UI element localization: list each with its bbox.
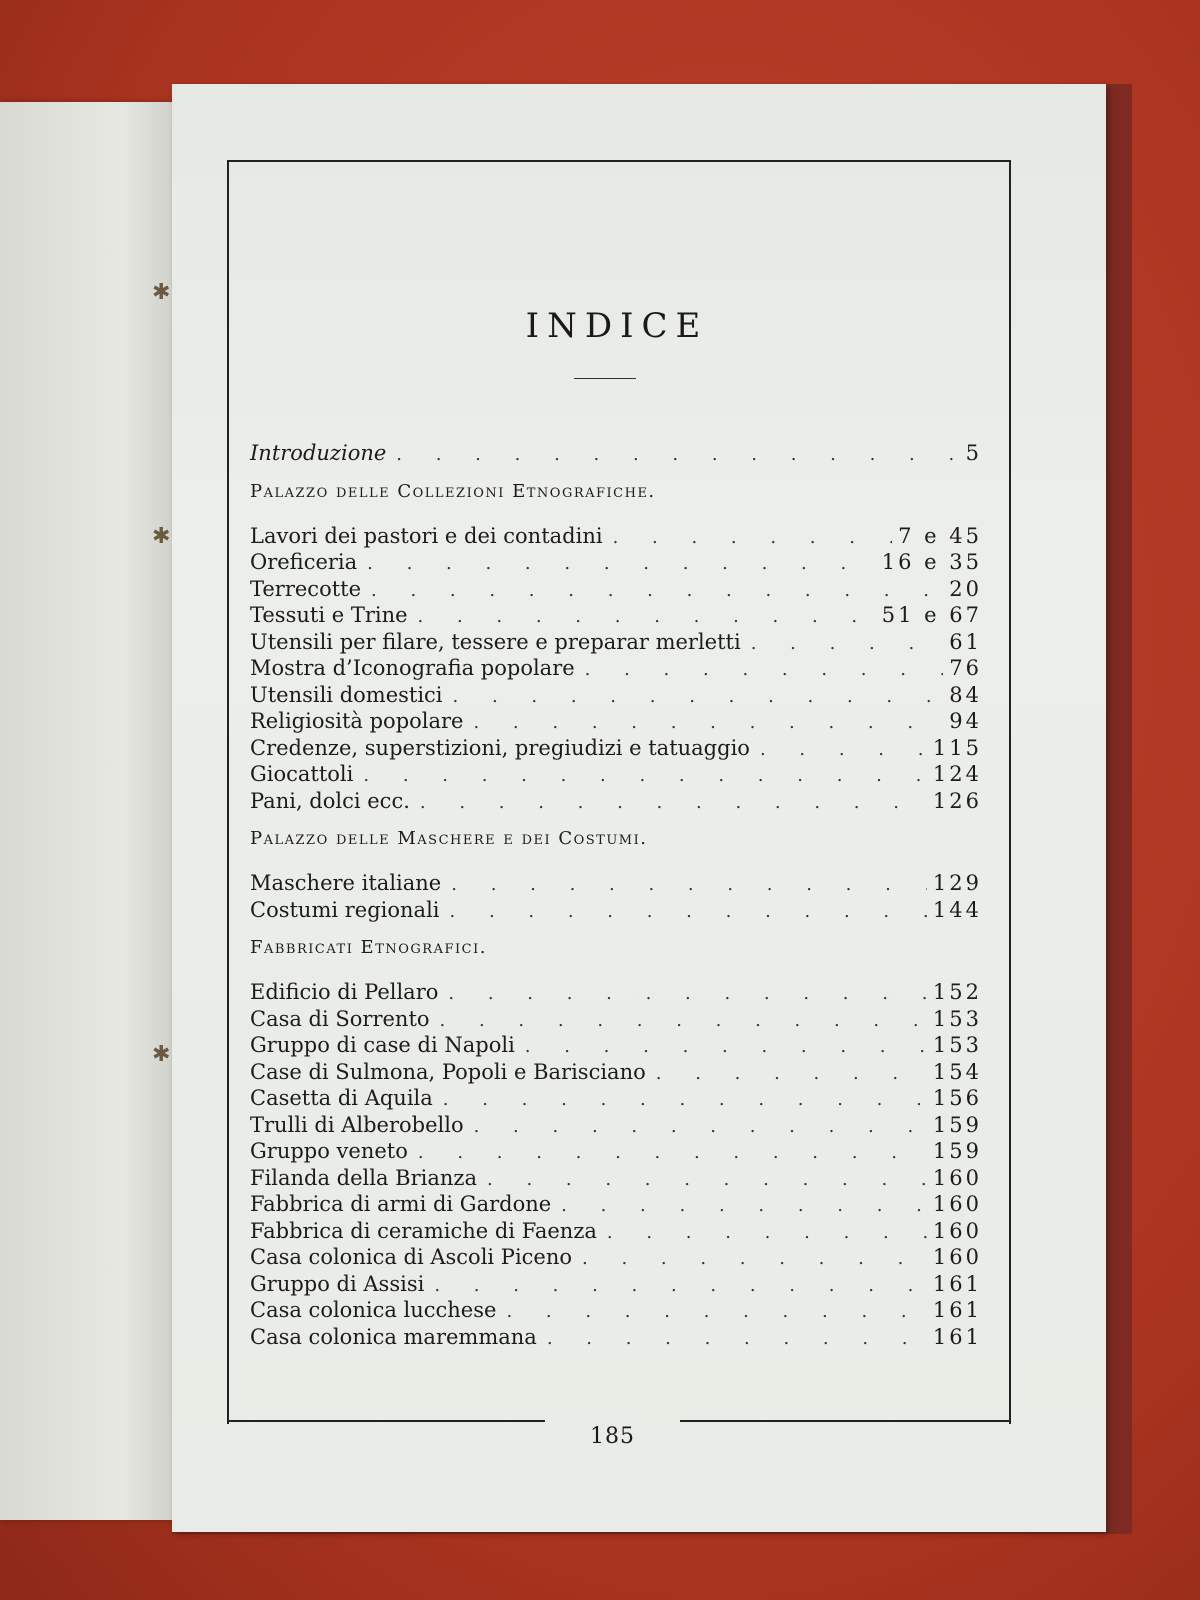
toc-entry-label: Giocattoli: [250, 762, 354, 786]
toc-entry-pages: 161: [932, 1271, 982, 1296]
toc-entry: [250, 1244, 982, 1271]
toc-entry: [250, 1191, 982, 1218]
toc-entry: [250, 1085, 982, 1112]
frame-bottom-rule: [680, 1420, 1009, 1422]
leader-dots: [750, 737, 927, 763]
leader-dots: [438, 981, 927, 1007]
leader-dots: [410, 790, 927, 816]
toc-entry-label: Edificio di Pellaro: [250, 980, 439, 1004]
toc-entry-label: Casa colonica maremmana: [250, 1324, 537, 1349]
leader-dots: [443, 684, 944, 710]
binding-stitch: ✱: [152, 1042, 171, 1067]
toc-entry-label: Religiosità popolare: [250, 709, 464, 733]
left-page: [0, 102, 172, 1520]
leader-dots: [424, 1273, 927, 1299]
toc-entry-label: Gruppo veneto: [250, 1139, 408, 1163]
toc-entry: [250, 979, 982, 1006]
toc-entry-pages: 161: [932, 1324, 982, 1349]
page-title: INDICE: [525, 306, 709, 346]
toc-entry-pages: 152: [932, 980, 982, 1004]
leader-dots: [357, 551, 876, 577]
toc-entry: [250, 735, 982, 762]
leader-dots: [464, 1114, 927, 1140]
leader-dots: [477, 1167, 927, 1193]
leader-dots: [646, 1061, 927, 1087]
toc-entry-label: Maschere italiane: [250, 871, 442, 895]
toc-entry-pages: 144: [932, 897, 982, 922]
toc-entry: [250, 1059, 982, 1086]
leader-dots: [572, 1246, 927, 1272]
toc-entry-pages: 129: [932, 871, 982, 895]
toc-entry-label: Terrecotte: [250, 576, 362, 601]
leader-dots: [537, 1326, 927, 1352]
toc-entry-pages: 160: [932, 1165, 982, 1190]
toc-entry-label: Casa di Sorrento: [250, 1006, 430, 1031]
page-number: 185: [590, 1424, 635, 1449]
table-of-contents: [250, 440, 982, 1350]
toc-entry-pages: 160: [932, 1245, 982, 1269]
toc-entry-pages: 51 e 67: [881, 603, 982, 627]
leader-dots: [551, 1193, 927, 1219]
toc-entry-label: Lavori dei pastori e dei contadini: [250, 523, 603, 548]
toc-entry-label: Casetta di Aquila: [250, 1086, 433, 1110]
toc-entry: [250, 1271, 982, 1298]
leader-dots: [603, 525, 893, 551]
toc-entry: [250, 1006, 982, 1033]
toc-entry-label: Utensili domestici: [250, 682, 443, 707]
binding-stitch: ✱: [152, 280, 171, 305]
toc-entry: [250, 1032, 982, 1059]
leader-dots: [496, 1299, 926, 1325]
toc-entry: [250, 682, 982, 709]
toc-entry: [250, 1297, 982, 1324]
leader-dots: [408, 604, 876, 630]
toc-entry-pages: 160: [932, 1192, 982, 1216]
toc-entry-label: Case di Sulmona, Popoli e Barisciano: [250, 1059, 646, 1084]
toc-entry-label: Credenze, superstizioni, pregiudizi e tatuaggio: [250, 735, 750, 760]
toc-entry-label: Gruppo di case di Napoli: [250, 1033, 515, 1057]
leader-dots: [463, 710, 943, 736]
toc-entry-pages: 20: [949, 576, 982, 601]
leader-dots: [515, 1034, 927, 1060]
leader-dots: [353, 763, 927, 789]
toc-entry: [250, 549, 982, 576]
toc-entry-label: Oreficeria: [250, 550, 358, 574]
toc-entry-label: Costumi regionali: [250, 897, 440, 922]
toc-entry-label: Introduzione: [250, 441, 387, 465]
leader-dots: [575, 657, 944, 683]
frame-bottom-rule: [227, 1420, 545, 1422]
toc-entry-pages: 94: [949, 709, 982, 733]
toc-entry-label: Filanda della Brianza: [250, 1165, 478, 1190]
toc-entry-pages: 84: [949, 682, 982, 707]
toc-entry: [250, 897, 982, 924]
toc-entry: [250, 1165, 982, 1192]
toc-entry-label: Casa colonica lucchese: [250, 1298, 497, 1322]
toc-entry-pages: 154: [932, 1059, 982, 1084]
toc-entry-label: Utensili per filare, tessere e preparar merletti: [250, 629, 741, 654]
toc-sections: [250, 477, 982, 1351]
toc-entry: [250, 761, 982, 788]
toc-entry-label: Tessuti e Trine: [250, 603, 408, 627]
leader-dots: [430, 1008, 927, 1034]
toc-entry-pages: 156: [932, 1086, 982, 1110]
toc-entry-pages: 7 e 45: [898, 523, 982, 548]
toc-entry-pages: 5: [965, 441, 982, 465]
leader-dots: [440, 899, 927, 925]
toc-entry: [250, 708, 982, 735]
toc-entry-label: Mostra d’Iconografia popolare: [250, 656, 575, 680]
leader-dots: [597, 1220, 927, 1246]
leader-dots: [741, 631, 944, 657]
leader-dots: [408, 1140, 927, 1166]
toc-entry-pages: 16 e 35: [881, 550, 982, 574]
leader-dots: [361, 578, 943, 604]
toc-entry-label: Fabbrica di armi di Gardone: [250, 1192, 552, 1216]
toc-entry: [250, 1138, 982, 1165]
toc-entry-label: Pani, dolci ecc.: [250, 788, 410, 813]
toc-entry: [250, 1218, 982, 1245]
leader-dots: [386, 442, 959, 468]
toc-entry: [250, 870, 982, 897]
toc-entry-pages: 153: [932, 1033, 982, 1057]
section-heading: Palazzo delle Maschere e dei Costumi.: [250, 828, 648, 849]
leader-dots: [433, 1087, 927, 1113]
toc-entry-pages: 153: [932, 1006, 982, 1031]
toc-entry-label: Fabbrica di ceramiche di Faenza: [250, 1218, 597, 1243]
toc-entry: [250, 629, 982, 656]
toc-entry-pages: 161: [932, 1298, 982, 1322]
toc-entry-label: Trulli di Alberobello: [250, 1112, 464, 1137]
toc-entry: [250, 1112, 982, 1139]
title-divider: [574, 378, 636, 379]
toc-entry-pages: 126: [932, 788, 982, 813]
toc-entry-pages: 159: [932, 1139, 982, 1163]
toc-entry-introduction: [250, 440, 982, 467]
toc-entry-pages: 160: [932, 1218, 982, 1243]
toc-entry: [250, 1324, 982, 1351]
section-heading: Fabbricati Etnografici.: [250, 937, 487, 958]
toc-entry: [250, 788, 982, 815]
toc-entry: [250, 576, 982, 603]
toc-entry-pages: 159: [932, 1112, 982, 1137]
binding-stitch: ✱: [152, 524, 171, 549]
toc-entry: [250, 523, 982, 550]
toc-entry-pages: 76: [949, 656, 982, 680]
toc-entry: [250, 655, 982, 682]
section-heading: Palazzo delle Collezioni Etnografiche.: [250, 480, 656, 502]
toc-entry: [250, 602, 982, 629]
toc-entry-pages: 115: [932, 735, 982, 760]
toc-entry-label: Casa colonica di Ascoli Piceno: [250, 1245, 573, 1269]
leader-dots: [441, 872, 927, 898]
toc-entry-label: Gruppo di Assisi: [250, 1271, 425, 1296]
toc-entry-pages: 61: [949, 629, 982, 654]
toc-entry-pages: 124: [932, 762, 982, 786]
